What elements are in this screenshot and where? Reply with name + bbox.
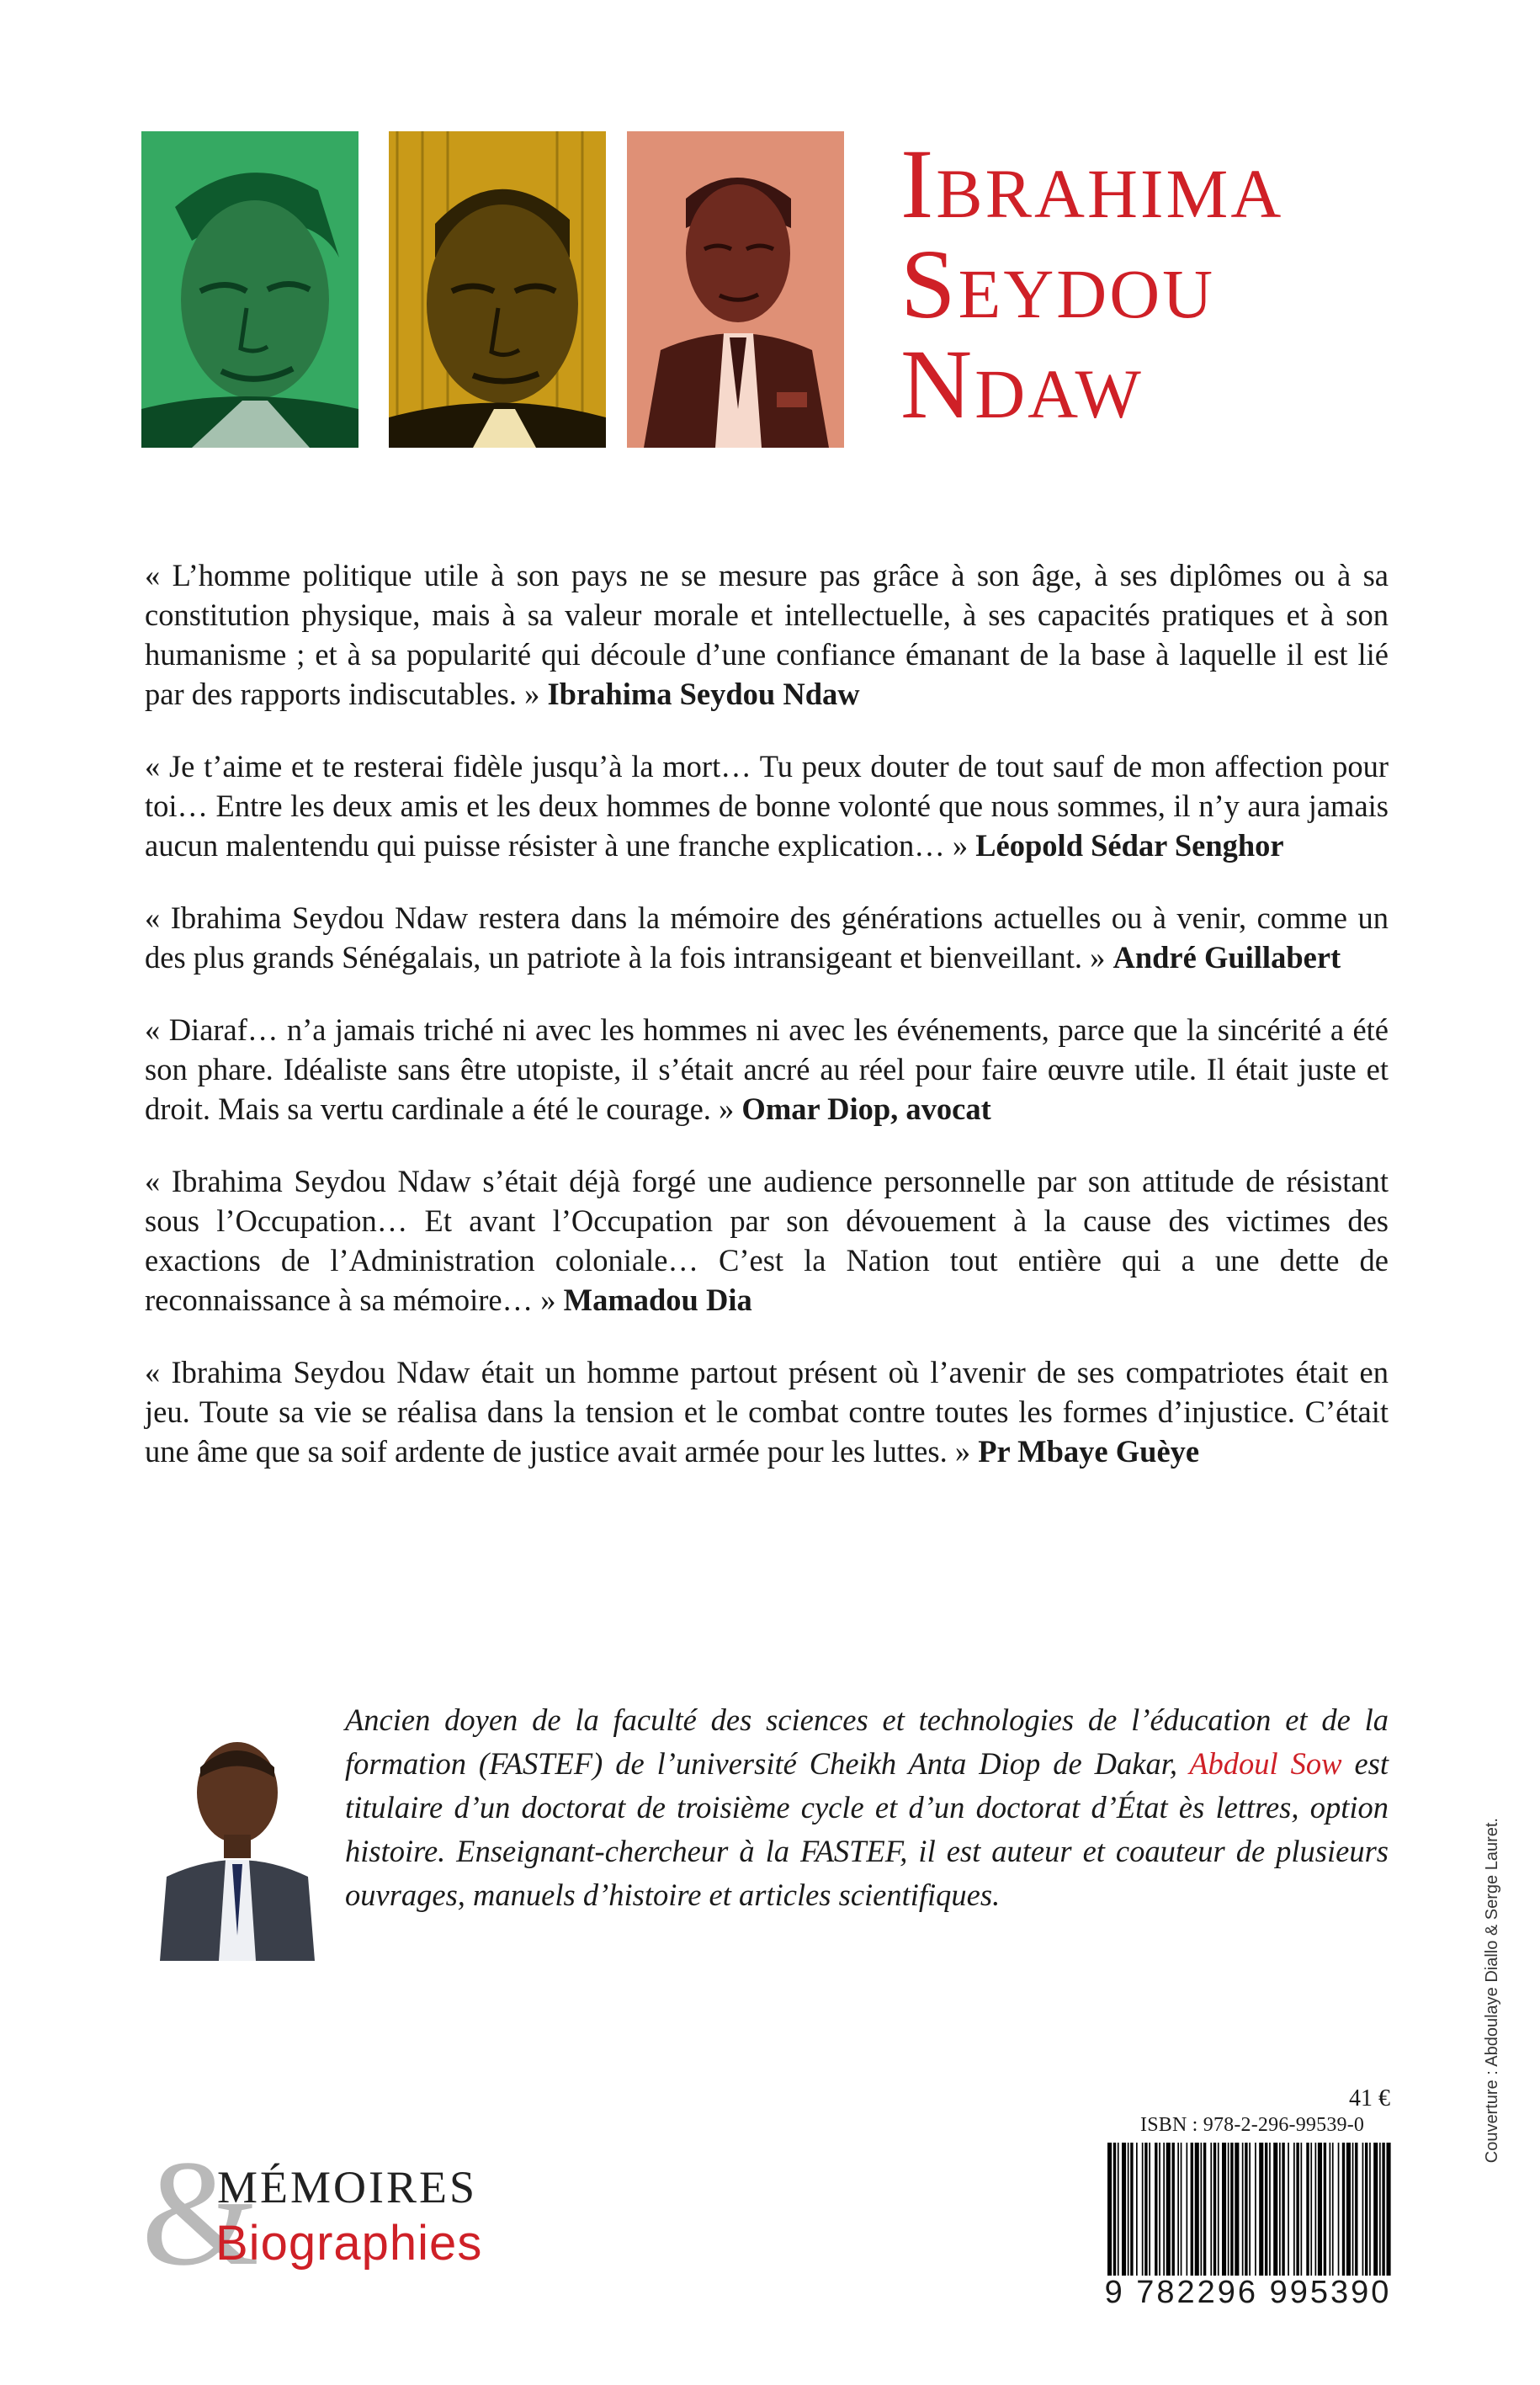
quote-text: « Diaraf… n’a jamais triché ni avec les hommes ni avec les événements, parce que la sincérité a été son phare. Idéaliste sans être utopiste, il s’était ancré au réel pour faire œuvre utile. Il était juste et droit. Mais sa vertu cardinale a été le courage. »: [145, 1012, 1389, 1126]
barcode-digits: 9 782296 995390: [1104, 2275, 1392, 2310]
barcode-bar: [1130, 2143, 1133, 2277]
barcode-bar: [1324, 2143, 1326, 2277]
barcode-bar: [1346, 2143, 1351, 2277]
barcode-bar: [1222, 2143, 1226, 2277]
barcode-bar: [1315, 2143, 1317, 2277]
bio-text-end: est titulaire d’un doctorat de troisième cycle et d’un doctorat d’État ès lettres, option histoire. Enseignant-chercheur à la FASTEF, il est auteur et coauteur de plusieurs ouvrages, manuels d’histoire et articles scientifiques.: [345, 1746, 1389, 1912]
barcode-bar: [1306, 2143, 1309, 2277]
portrait-green: [141, 131, 358, 448]
isbn: ISBN : 978-2-296-99539-0: [1140, 2114, 1365, 2136]
quote-6: [145, 1352, 1389, 1471]
barcode-bar: [1230, 2143, 1233, 2277]
quote-4: [145, 1010, 1389, 1129]
quote-text: « Je t’aime et te resterai fidèle jusqu’à la mort… Tu peux douter de tout sauf de mon affection pour toi… Entre les deux amis et les deux hommes de bonne volonté que nous sommes, il n’y aura jamais aucun malentendu qui puisse résister à une franche explication… »: [145, 749, 1389, 863]
barcode-bar: [1279, 2143, 1281, 2277]
collection-ampersand: &: [141, 2129, 260, 2297]
portrait-red: [627, 131, 844, 448]
author-bio: [345, 1698, 1389, 1917]
quote-text: « L’homme politique utile à son pays ne se mesure pas grâce à son âge, à ses diplômes ou à sa constitution physique, mais à sa valeur morale et intellectuelle, à ses capacités pratiques et à son humanisme ; et à sa popularité qui découle d’une confiance émanant de la base à laquelle il est lié par des rapports indiscutables. »: [145, 558, 1389, 711]
barcode-bar: [1332, 2143, 1334, 2277]
quote-text: « Ibrahima Seydou Ndaw restera dans la mémoire des générations actuelles ou à venir, comme un des plus grands Sénégalais, un patriote à la fois intransigeant et bienveillant. »: [145, 900, 1389, 975]
price: 41 €: [1349, 2085, 1390, 2111]
barcode-bar: [1113, 2143, 1116, 2277]
barcode-bar: [1177, 2143, 1179, 2277]
barcode-bar: [1365, 2143, 1367, 2277]
barcode-bar: [1288, 2143, 1289, 2277]
barcode-bar: [1159, 2143, 1160, 2277]
quote-text: « Ibrahima Seydou Ndaw s’était déjà forgé une audience personnelle par son attitude de résistant sous l’Occupation… Et avant l’Occupation par son dévouement à la cause des victimes des exactions de l’Administration coloniale… C’est la Nation tout entière qui a une dette de reconnaissance à sa mémoire… »: [145, 1164, 1389, 1317]
barcode-bar: [1310, 2143, 1312, 2277]
barcode-bar: [1259, 2143, 1263, 2277]
barcode-bar: [1273, 2143, 1277, 2277]
quote-2: [145, 746, 1389, 865]
title-line-1: Ibrahima: [900, 129, 1284, 239]
quote-author: Mamadou Dia: [563, 1283, 752, 1317]
barcode-bar: [1293, 2143, 1295, 2277]
barcode-bar: [1382, 2143, 1384, 2277]
barcode-bar: [1379, 2143, 1381, 2277]
barcode-bar: [1144, 2143, 1147, 2277]
barcode-bar: [1265, 2143, 1267, 2277]
barcode-bar: [1210, 2143, 1212, 2277]
barcode-bar: [1373, 2143, 1378, 2277]
book-title: [900, 129, 1490, 439]
barcode-bar: [1187, 2143, 1188, 2277]
cover-credit: Couverture : Abdoulaye Diallo & Serge Lauret.: [1483, 1818, 1501, 2164]
quote-author: André Guillabert: [1113, 940, 1341, 975]
barcode-bar: [1338, 2143, 1340, 2277]
barcode-bar: [1149, 2143, 1150, 2277]
collection-name-top: MÉMOIRES: [217, 2162, 478, 2212]
barcode-bar: [1342, 2143, 1345, 2277]
author-name: Abdoul Sow: [1189, 1746, 1342, 1781]
barcode-bar: [1191, 2143, 1193, 2277]
quote-5: [145, 1161, 1389, 1320]
quote-author: Pr Mbaye Guèye: [978, 1434, 1200, 1469]
barcode-bar: [1142, 2143, 1144, 2277]
barcode-bar: [1352, 2143, 1354, 2277]
barcode-bar: [1245, 2143, 1247, 2277]
barcode-bar: [1172, 2143, 1175, 2277]
quote-author: Ibrahima Seydou Ndaw: [547, 677, 860, 711]
barcode-bar: [1235, 2143, 1239, 2277]
barcode-bar: [1201, 2143, 1203, 2277]
barcode-bar: [1301, 2143, 1303, 2277]
barcode-bar: [1249, 2143, 1251, 2277]
barcode-bar: [1355, 2143, 1357, 2277]
barcode-bar: [1213, 2143, 1216, 2277]
barcode-bar: [1242, 2143, 1244, 2277]
author-photo: [151, 1708, 323, 1961]
barcode-bar: [1330, 2143, 1331, 2277]
collection-name-bottom: Biographies: [215, 2216, 483, 2271]
collection-logo: [141, 2129, 528, 2313]
barcode-bar: [1282, 2143, 1284, 2277]
barcode-bar: [1128, 2143, 1129, 2277]
barcode-bar: [1166, 2143, 1171, 2277]
title-line-3: Ndaw: [900, 329, 1144, 439]
quotes-section: [145, 555, 1389, 1504]
barcode-bar: [1255, 2143, 1256, 2277]
barcode-bar: [1122, 2143, 1126, 2277]
barcode-bar: [1228, 2143, 1229, 2277]
barcode-bar: [1369, 2143, 1371, 2277]
barcode-bar: [1136, 2143, 1138, 2277]
barcode-bar: [1181, 2143, 1182, 2277]
title-line-2: Seydou: [900, 229, 1216, 339]
quote-author: Omar Diop, avocat: [741, 1092, 991, 1126]
barcode-bar: [1296, 2143, 1298, 2277]
quote-1: [145, 555, 1389, 714]
barcode-bar: [1107, 2143, 1112, 2277]
barcode-bar: [1118, 2143, 1119, 2277]
barcode-bar: [1195, 2143, 1199, 2277]
bio-text-start: Ancien doyen de la faculté des sciences et technologies de l’éducation et de la formation (FASTEF) de l’université Cheikh Anta Diop de Dakar,: [345, 1702, 1389, 1781]
barcode-bar: [1318, 2143, 1322, 2277]
quote-author: Léopold Sédar Senghor: [975, 828, 1284, 863]
barcode-bar: [1387, 2143, 1391, 2277]
barcode-bar: [1163, 2143, 1165, 2277]
barcode-bar: [1269, 2143, 1271, 2277]
quote-3: [145, 898, 1389, 977]
quote-text: « Ibrahima Seydou Ndaw était un homme partout présent où l’avenir de ses compatriotes était en jeu. Toute sa vie se réalisa dans la tension et le combat contre toutes les formes d’injustice. C’était une âme que sa soif ardente de justice avait armée pour les luttes. »: [145, 1355, 1389, 1469]
barcode-bar: [1362, 2143, 1364, 2277]
portrait-yellow: [389, 131, 606, 448]
barcode-bar: [1218, 2143, 1219, 2277]
barcode-bar: [1155, 2143, 1157, 2277]
barcode-bar: [1203, 2143, 1206, 2277]
